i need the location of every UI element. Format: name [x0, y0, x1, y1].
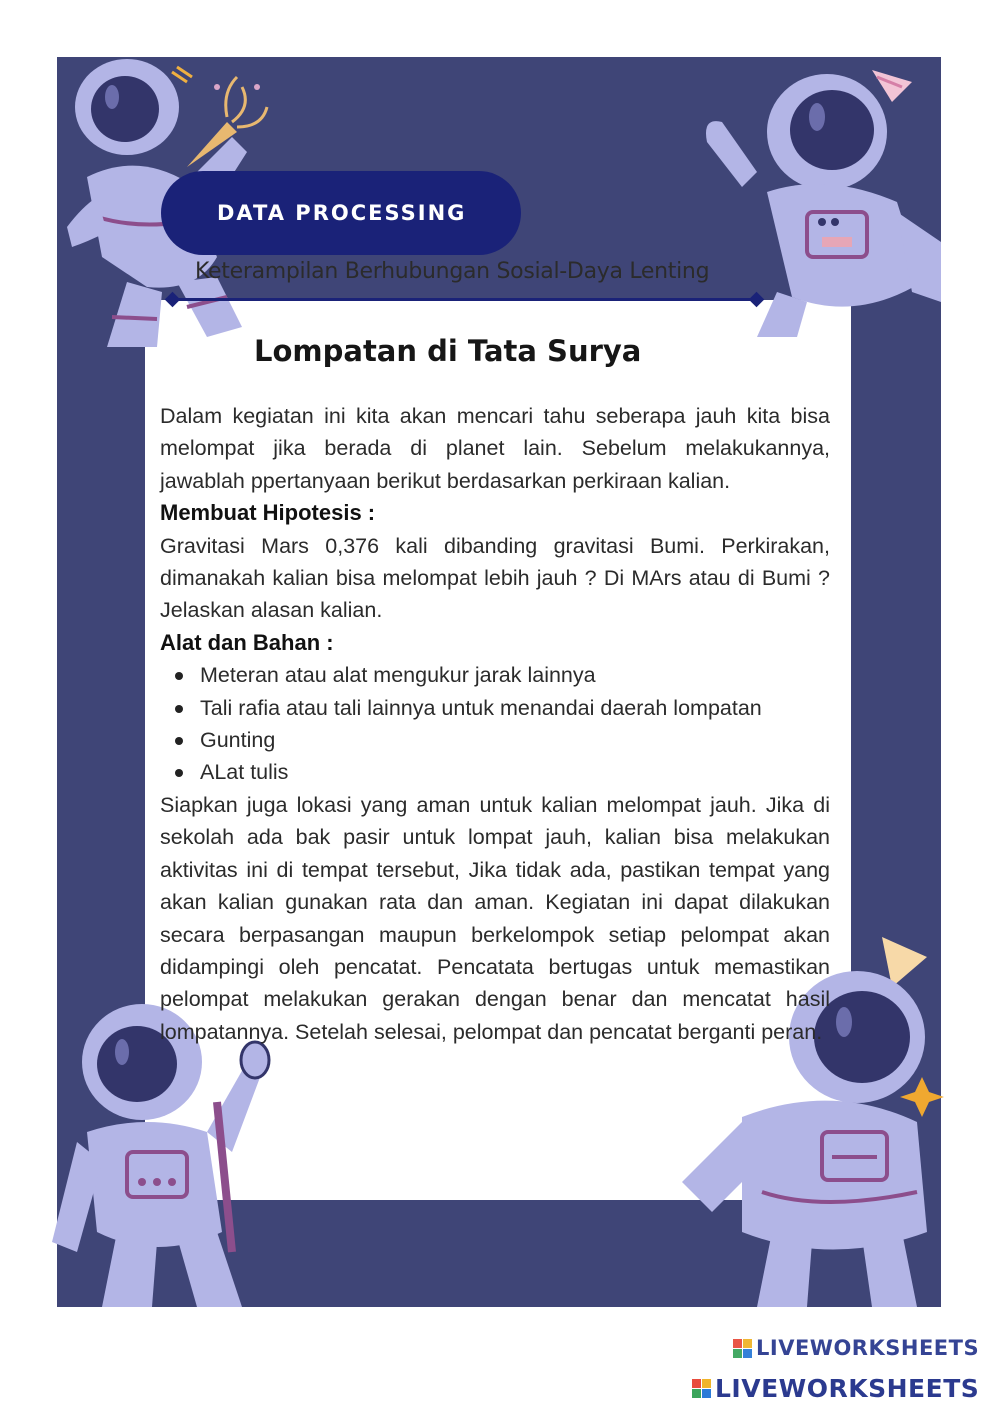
- list-item: Meteran atau alat mengukur jarak lainnya: [200, 659, 830, 691]
- liveworksheets-logo-icon: [733, 1339, 752, 1358]
- subtitle: Keterampilan Berhubungan Sosial-Daya Lenting: [195, 259, 710, 284]
- materials-list: [160, 659, 830, 789]
- footer-watermark-text: LIVEWORKSHEETS: [715, 1374, 980, 1403]
- divider-line: [173, 298, 758, 301]
- party-popper-icon: [167, 67, 277, 177]
- banner: [161, 171, 521, 255]
- watermark: [733, 1336, 979, 1360]
- liveworksheets-logo-icon: [692, 1379, 711, 1398]
- hypothesis-paragraph: Gravitasi Mars 0,376 kali dibanding gravitasi Bumi. Perkirakan, dimanakah kalian bisa melompat lebih jauh ? Di MArs atau di Bumi ? Jelaskan alasan kalian.: [160, 533, 830, 623]
- materials-heading: Alat dan Bahan :: [160, 629, 334, 655]
- intro-paragraph: Dalam kegiatan ini kita akan mencari tahu seberapa jauh kita bisa melompat jika berada di planet lain. Sebelum melakukannya, jawablah ppertanyaan berikut berdasarkan perkiraan kalian.: [160, 404, 830, 493]
- footer-watermark: [692, 1374, 979, 1403]
- list-item: Tali rafia atau tali lainnya untuk menandai daerah lompatan: [200, 692, 830, 724]
- hypothesis-heading: Membuat Hipotesis :: [160, 500, 376, 526]
- worksheet-body: [160, 400, 830, 1048]
- list-item: ALat tulis: [200, 756, 830, 788]
- page-title: Lompatan di Tata Surya: [254, 334, 642, 368]
- instructions-paragraph: Siapkan juga lokasi yang aman untuk kalian melompat jauh. Jika di sekolah ada bak pasir untuk lompat jauh, kalian bisa melakukan aktivitas ini di tempat tersebut, Jika tidak ada, pastikan tempat yang akan kalian gunakan rata dan aman. Kegiatan ini dapat dilakukan secara berpasangan maupun berkelompok setiap pelompat akan didampingi oleh pencatat. Pencatata bertugas untuk memastikan pelompat melakukan gerakan dengan benar dan mencatat hasil lompatannya. Setelah selesai, pelompat dan pencatat berganti peran.: [160, 792, 830, 1044]
- banner-label: DATA PROCESSING: [217, 201, 467, 225]
- watermark-text: LIVEWORKSHEETS: [756, 1336, 980, 1360]
- list-item: Gunting: [200, 724, 830, 756]
